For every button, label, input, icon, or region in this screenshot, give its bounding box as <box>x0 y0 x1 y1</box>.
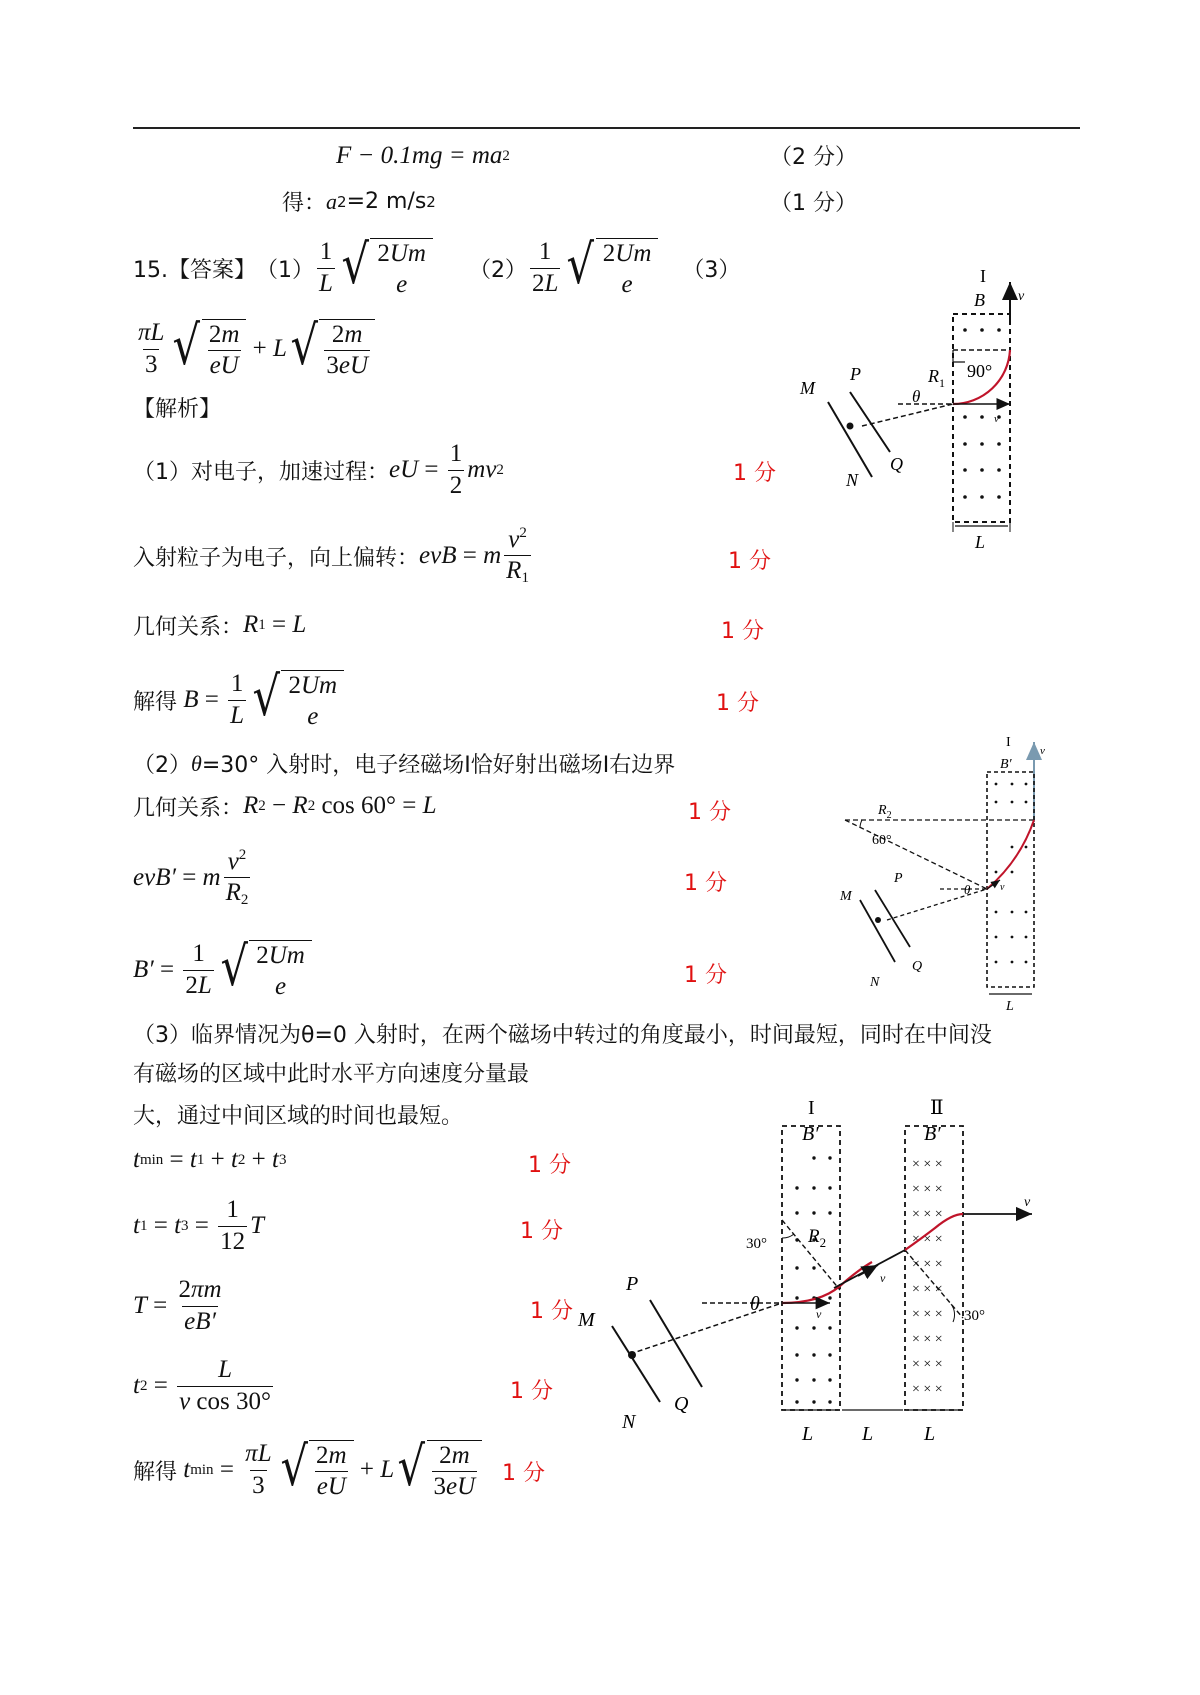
diagram-1 <box>800 262 1060 552</box>
svg-text:× × ×: × × × <box>912 1307 943 1322</box>
radius-label: $R_1$ <box>928 366 945 390</box>
result-a2: 得： a 2 =2 m/s 2 <box>282 188 436 216</box>
svg-text:v: v <box>1018 289 1025 304</box>
top-rule <box>133 127 1080 129</box>
svg-text:M: M <box>578 1309 595 1331</box>
svg-text:B′: B′ <box>802 1123 819 1145</box>
svg-text:B′: B′ <box>1000 757 1012 772</box>
p1-step2: 入射粒子为电子，向上偏转： evB = m $\frac{v^2}{R_1}$ <box>133 524 529 586</box>
svg-text:M: M <box>800 378 815 398</box>
p3-step3: T = $\frac{2\pi m}{eB'}$ <box>133 1276 222 1335</box>
svg-text:× × ×: × × × <box>912 1382 943 1397</box>
analysis-heading: 【解析】 <box>133 397 222 422</box>
angle-label: 90° <box>967 361 993 381</box>
score-p2-s1: 1 分 <box>688 800 731 825</box>
score-p3-s1: 1 分 <box>528 1153 571 1178</box>
svg-text:Q: Q <box>912 959 923 974</box>
svg-text:v: v <box>1000 882 1005 893</box>
svg-text:P: P <box>850 364 861 384</box>
svg-text:× × ×: × × × <box>912 1232 943 1247</box>
score-p3-s2: 1 分 <box>520 1219 563 1244</box>
equation-force: F − 0.1 mg = ma 2 <box>336 142 510 169</box>
svg-text:× × ×: × × × <box>912 1157 943 1172</box>
svg-text:Q: Q <box>890 454 903 474</box>
p3-intro-line3: 大，通过中间区域的时间也最短。 <box>133 1104 464 1129</box>
score-p1-s1: 1 分 <box>733 461 776 486</box>
score-p1-s3: 1 分 <box>721 619 764 644</box>
svg-text:60°: 60° <box>872 833 892 848</box>
answer-line: 15.【答案】 （1） $\frac{1}{L}$ √ 2Um e （2） $\frac{1}{2L}$ √ 2Um e （3） <box>133 233 741 298</box>
svg-text:P: P <box>626 1273 639 1295</box>
score-p3-s3: 1 分 <box>530 1299 573 1324</box>
svg-text:L: L <box>802 1423 814 1445</box>
field-dots <box>795 1156 831 1403</box>
svg-text:Q: Q <box>674 1393 689 1415</box>
svg-text:× × ×: × × × <box>912 1357 943 1372</box>
score-p3-s4: 1 分 <box>510 1379 553 1404</box>
svg-text:× × ×: × × × <box>912 1282 943 1297</box>
p2-step3: B′ = $\frac{1}{2L}$ √ 2Um e <box>133 928 312 1012</box>
score-p1-s2: 1 分 <box>728 549 771 574</box>
svg-text:30°: 30° <box>746 1236 767 1252</box>
p1-step1: （1）对电子，加速过程： eU = $\frac{1}{2}$ mv 2 <box>133 440 504 499</box>
svg-text:P: P <box>894 871 903 886</box>
diagram-3 <box>578 1090 1042 1460</box>
p3-step1: t min = t 1 + t 2 + t 3 <box>133 1146 287 1173</box>
svg-text:× × ×: × × × <box>912 1332 943 1347</box>
svg-text:N: N <box>870 975 880 990</box>
svg-text:v: v <box>1040 745 1045 757</box>
svg-text:v: v <box>880 1271 886 1285</box>
svg-text:× × ×: × × × <box>912 1257 943 1272</box>
svg-text:N: N <box>622 1411 636 1433</box>
svg-text:B′: B′ <box>924 1123 941 1145</box>
svg-text:L: L <box>1006 999 1014 1014</box>
svg-text:v: v <box>1024 1195 1031 1210</box>
score-p2-s2: 1 分 <box>684 871 727 896</box>
p3-step2: t 1 = t 3 = $\frac{1}{12}$ T <box>133 1196 265 1255</box>
field-label: B <box>974 290 985 310</box>
answer-3-expression: $\frac{\pi L}{3}$ √ $\frac{2m}{eU}$ + L √ $\frac{2m}{3eU}$ <box>133 308 375 390</box>
score-p1-s4: 1 分 <box>716 691 759 716</box>
p3-step4: t 2 = $\frac{L}{\text{v cos 30°}}$ <box>133 1356 271 1415</box>
score-p2-s3: 1 分 <box>684 963 727 988</box>
diagram-2 <box>840 732 1070 1012</box>
svg-text:L: L <box>924 1423 936 1445</box>
p3-intro-line1: （3）临界情况为θ=0 入射时，在两个磁场中转过的角度最小，时间最短，同时在中间没 <box>133 1023 992 1048</box>
svg-text:θ: θ <box>912 387 921 406</box>
svg-text:I: I <box>1006 735 1011 750</box>
region-label: I <box>980 266 986 286</box>
p2-intro: （2） θ =30° 入射时，电子经磁场I恰好射出磁场I右边界 <box>133 750 676 778</box>
p1-step3: 几何关系： R 1 = L <box>133 611 307 640</box>
radius-label: $R_2$ <box>878 803 892 821</box>
p1-step4: 解得 B = $\frac{1}{L}$ √ 2Um e <box>133 660 344 740</box>
svg-text:L: L <box>862 1423 874 1445</box>
svg-text:I: I <box>808 1097 815 1119</box>
svg-text:Ⅱ: Ⅱ <box>930 1097 944 1119</box>
question-title: 15.【答案】 <box>133 257 256 283</box>
svg-text:v: v <box>816 1307 822 1321</box>
svg-text:θ: θ <box>750 1293 760 1315</box>
svg-text:L: L <box>975 532 986 552</box>
svg-text:30°: 30° <box>964 1308 985 1324</box>
svg-text:× × ×: × × × <box>912 1182 943 1197</box>
electron-arc <box>987 820 1034 889</box>
svg-text:M: M <box>840 889 852 904</box>
score-eq2: （1 分） <box>770 191 857 216</box>
svg-text:N: N <box>846 470 859 490</box>
radius-label: $R_2$ <box>808 1226 827 1250</box>
p3-intro-line2: 有磁场的区域中此时水平方向速度分量最 <box>133 1062 530 1087</box>
score-p3-final: 1 分 <box>502 1461 545 1486</box>
svg-text:v: v <box>994 413 999 425</box>
svg-text:× × ×: × × × <box>912 1207 943 1222</box>
p2-step1: 几何关系： R 2 − R 2 cos 60° = L <box>133 792 437 821</box>
p3-final: 解得 t min = $\frac{\pi L}{3}$ √ $\frac{2m}{eU}$ + L √ $\frac{2m}{3eU}$ <box>133 1428 482 1512</box>
score-eq1: （2 分） <box>770 145 857 170</box>
field-dots <box>995 783 1028 964</box>
p2-step2: evB′ = m $\frac{v^2}{R_2}$ <box>133 846 249 908</box>
svg-text:θ: θ <box>964 882 971 897</box>
